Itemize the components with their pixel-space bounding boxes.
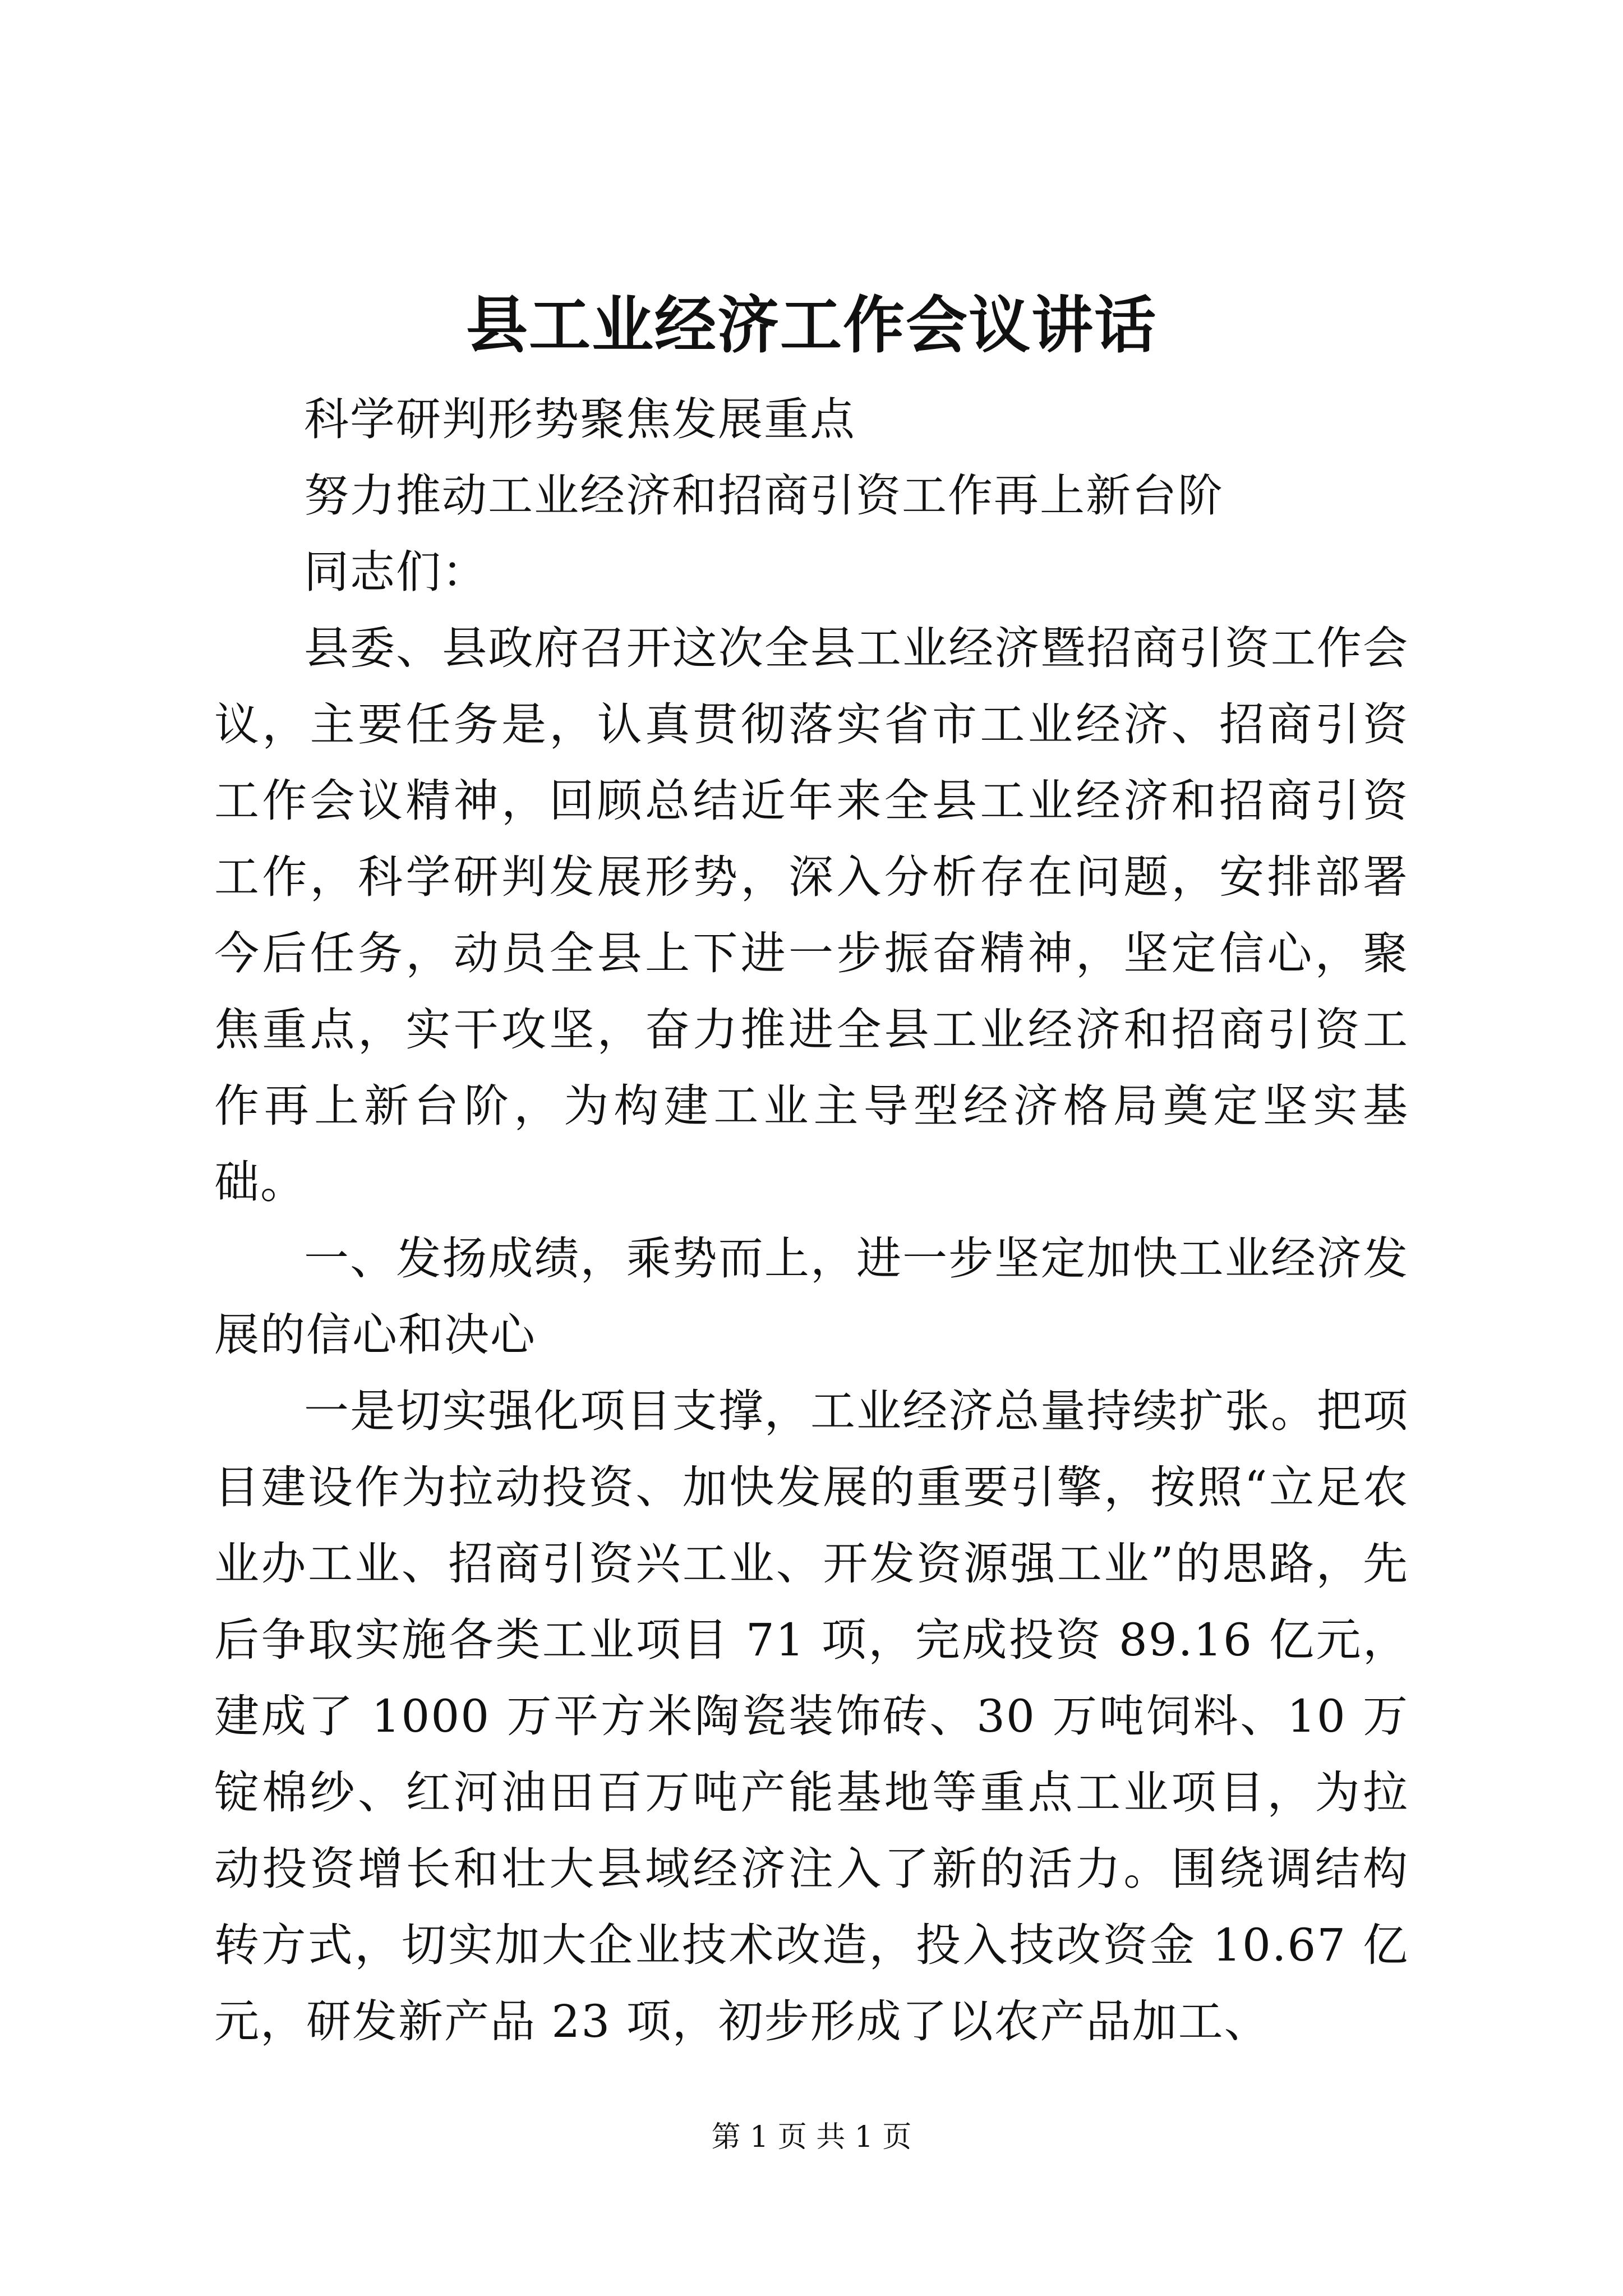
section-heading-1: 一、发扬成绩，乘势而上，进一步坚定加快工业经济发展的信心和决心	[214, 1232, 1409, 1361]
page-number-footer: 第 1 页 共 1 页	[711, 2120, 912, 2154]
document-body	[214, 381, 1409, 2060]
document-title: 县工业经济工作会议讲话	[466, 289, 1157, 361]
subtitle-line-2: 努力推动工业经济和招商引资工作再上新台阶	[304, 470, 1224, 522]
paragraph-intro: 县委、县政府召开这次全县工业经济暨招商引资工作会议，主要任务是，认真贯彻落实省市工业经济、招商引资工作会议精神，回顾总结近年来全县工业经济和招商引资工作，科学研判发展形势，深入分析存在问题，安排部署今后任务，动员全县上下进一步振奋精神，坚定信心，聚焦重点，实干攻坚，奋力推进全县工业经济和招商引资工作再上新台阶，为构建工业主导型经济格局奠定坚实基础。	[214, 622, 1409, 1208]
paragraph-project-support: 一是切实强化项目支撑，工业经济总量持续扩张。把项目建设作为拉动投资、加快发展的重要引擎，按照“立足农业办工业、招商引资兴工业、开发资源强工业”的思路，先后争取实施各类工业项目 71 项，完成投资 89.16 亿元，建成了 1000 万平方米陶瓷装饰砖、30 万吨饲料、10 万锭棉纱、红河油田百万吨产能基地等重点工业项目，为拉动投资增长和壮大县域经济注入了新的活力。围绕调结构转方式，切实加大企业技术改造，投入技改资金 10.67 亿元，研发新产品 23 项，初步形成了以农产品加工、	[214, 1385, 1409, 2047]
salutation: 同志们：	[304, 546, 488, 598]
subtitle-line-1: 科学研判形势聚焦发展重点	[304, 393, 856, 445]
